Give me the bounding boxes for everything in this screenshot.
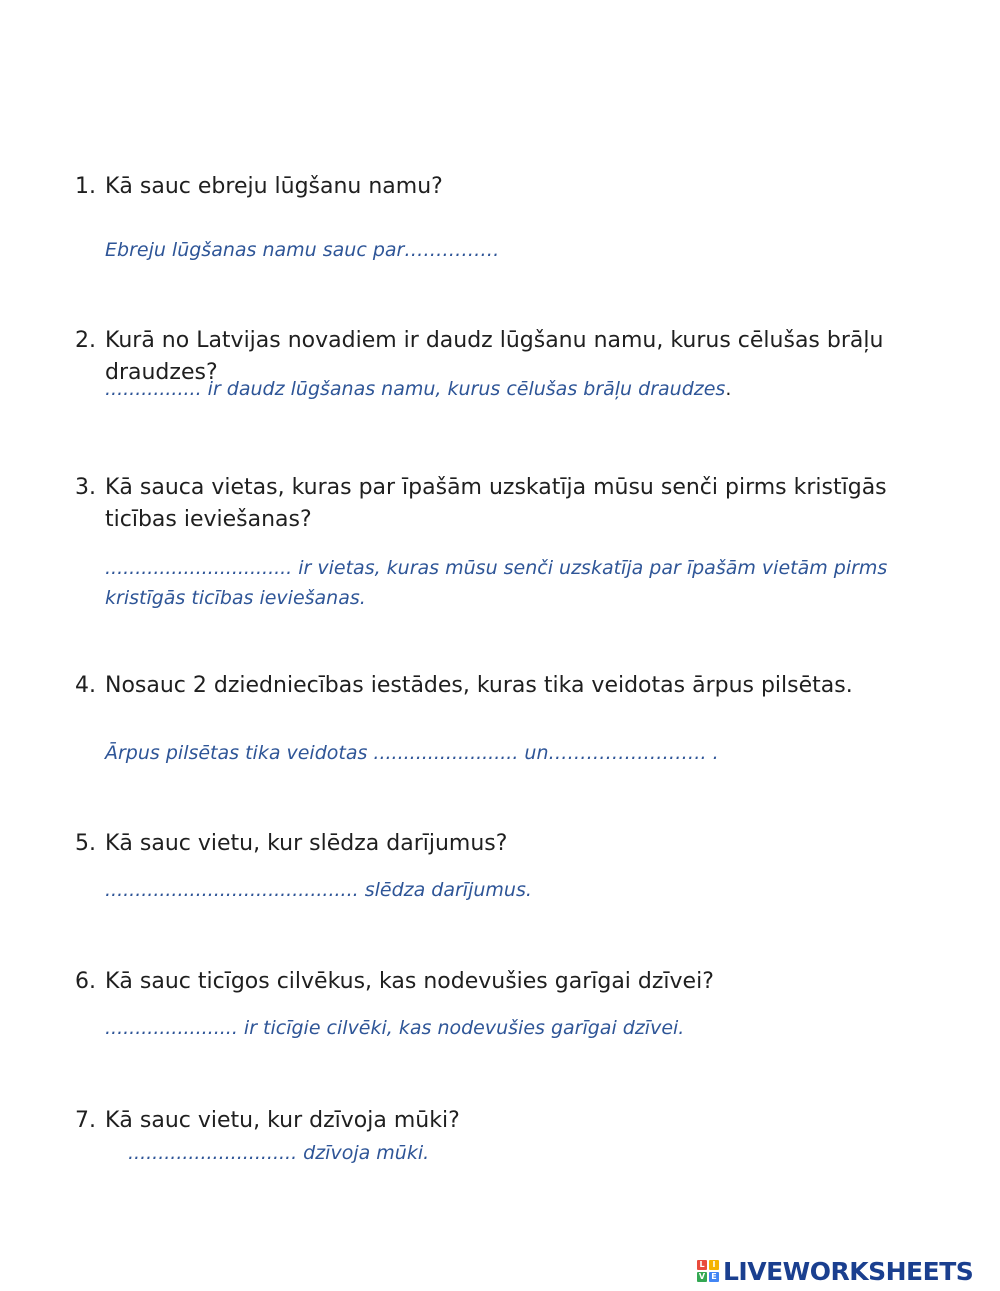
answer-5[interactable] <box>105 875 955 905</box>
question-4 <box>75 670 965 702</box>
question-text: Kā sauc ebreju lūgšanu namu? <box>105 174 443 199</box>
question-text: Kā sauc vietu, kur dzīvoja mūki? <box>105 1108 460 1133</box>
answer-text: ............................... ir vietas, kuras mūsu senči uzskatīja par īpašām vietām pirms kristīgās ticības ieviešanas. <box>105 557 888 609</box>
answer-text: Ebreju lūgšanas namu sauc par…………… <box>105 239 500 261</box>
answer-2[interactable] <box>105 374 955 404</box>
question-text: Kā sauc vietu, kur slēdza darījumus? <box>105 831 508 856</box>
answer-1[interactable] <box>105 235 955 265</box>
question-number: 4. <box>75 673 96 698</box>
question-number: 3. <box>75 475 96 500</box>
question-text: Kurā no Latvijas novadiem ir daudz lūgšanu namu, kurus cēlušas brāļu draudzes? <box>105 328 884 385</box>
question-number: 5. <box>75 831 96 856</box>
answer-text: ............................ dzīvoja mūki. <box>128 1142 430 1164</box>
answer-text: Ārpus pilsētas tika veidotas ........................ un……………………. . <box>105 742 719 764</box>
logo-icon-letter-v: V <box>698 1272 706 1281</box>
logo-icon <box>697 1260 719 1282</box>
answer-4[interactable] <box>105 738 955 768</box>
answer-text: ................ ir daudz lūgšanas namu, kurus cēlušas brāļu draudzes <box>105 378 726 400</box>
logo-icon-letter-l: L <box>697 1260 707 1270</box>
question-6 <box>75 966 965 998</box>
answer-3[interactable] <box>105 553 955 613</box>
question-text: Kā sauc ticīgos cilvēkus, kas nodevušies garīgai dzīvei? <box>105 969 714 994</box>
answer-text: ...................... ir ticīgie cilvēki, kas nodevušies garīgai dzīvei. <box>105 1017 685 1039</box>
question-number: 7. <box>75 1108 96 1133</box>
question-5 <box>75 828 965 860</box>
question-1 <box>75 171 965 203</box>
answer-6[interactable] <box>105 1013 955 1043</box>
logo-icon-letter-e: E <box>709 1272 719 1282</box>
answer-7[interactable] <box>128 1138 978 1168</box>
answer-tail: . <box>725 378 732 400</box>
liveworksheets-logo <box>697 1256 973 1286</box>
logo-icon-letter-i: I <box>709 1260 719 1270</box>
logo-text: LIVEWORKSHEETS <box>723 1256 974 1286</box>
answer-text: .......................................... slēdza darījumus. <box>105 879 532 901</box>
question-7 <box>75 1105 965 1137</box>
question-text: Nosauc 2 dziedniecības iestādes, kuras tika veidotas ārpus pilsētas. <box>105 673 853 698</box>
question-3 <box>75 472 965 536</box>
question-number: 6. <box>75 969 96 994</box>
question-number: 2. <box>75 328 96 353</box>
question-number: 1. <box>75 174 96 199</box>
question-text: Kā sauca vietas, kuras par īpašām uzskatīja mūsu senči pirms kristīgās ticības ieviešanas? <box>105 475 887 532</box>
